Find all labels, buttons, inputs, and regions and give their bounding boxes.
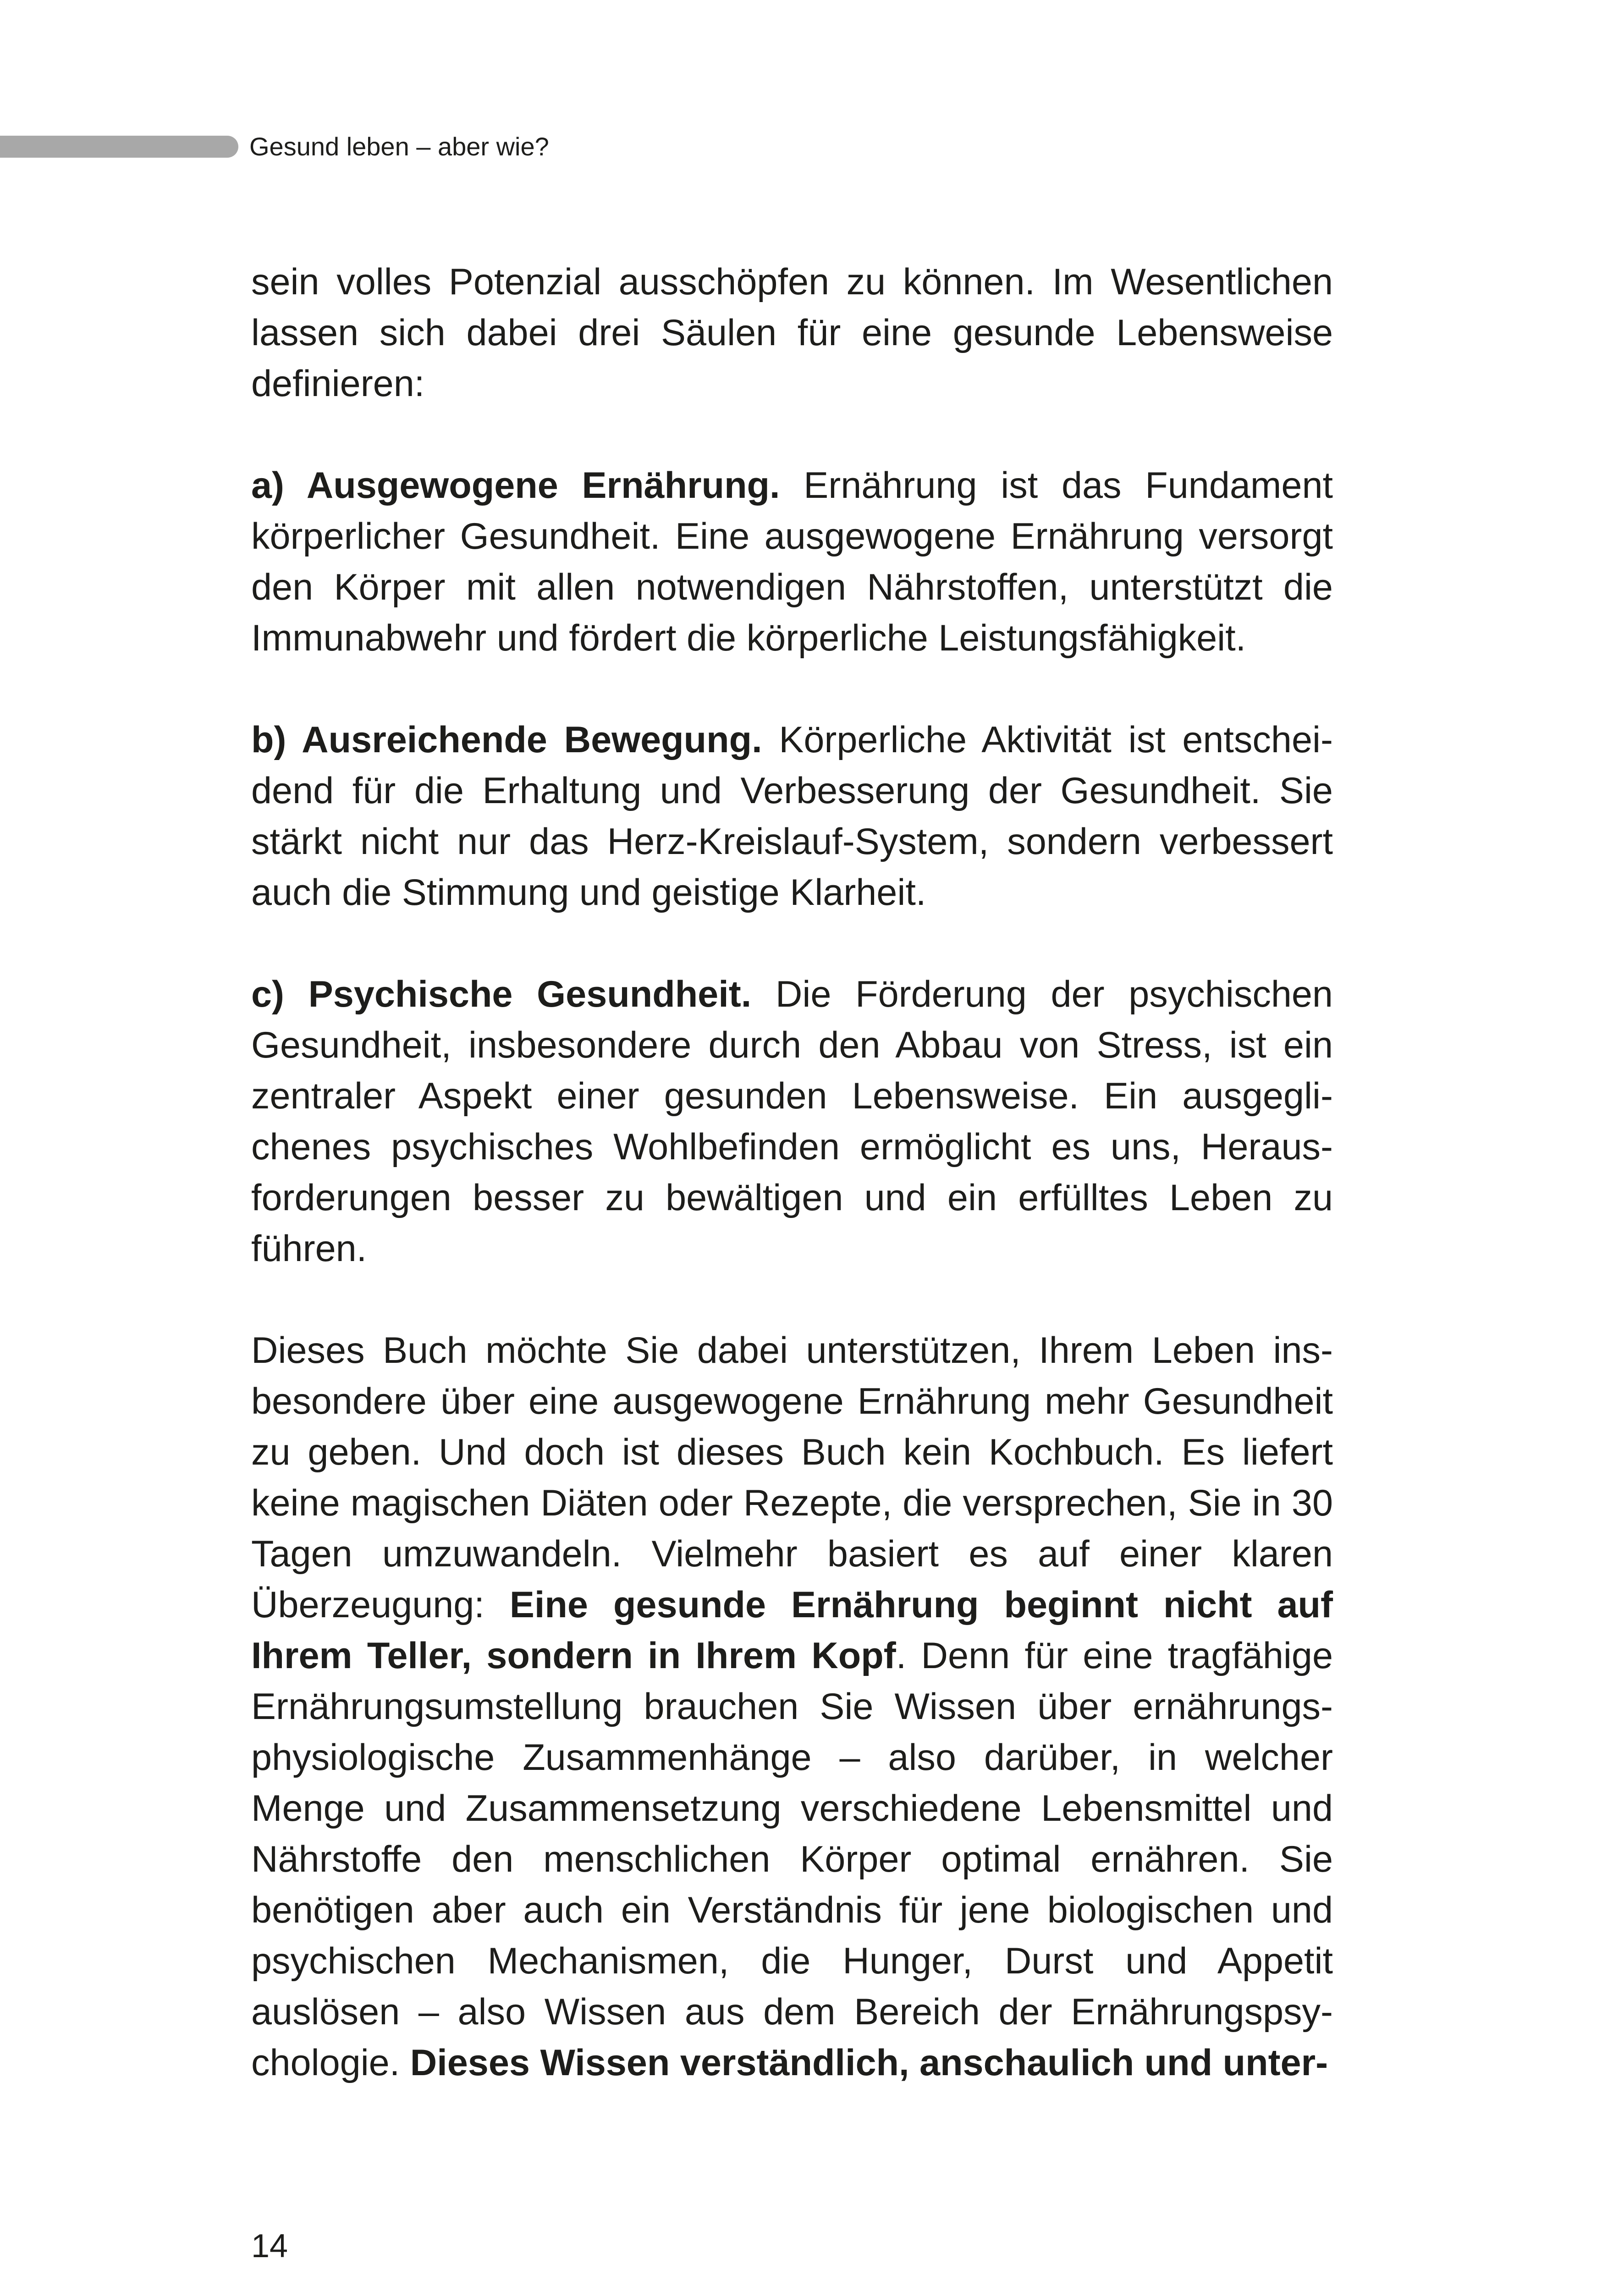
- paragraph-intro: sein volles Potenzial ausschöpfen zu können. Im Wesentlichen lassen sich dabei drei Säulen für eine gesunde Lebensweise definieren:: [251, 261, 1333, 404]
- body-text: [251, 257, 1333, 2088]
- running-header: [0, 133, 549, 160]
- closing-text-1: Dieses Buch möchte Sie dabei unterstützen, Ihrem Leben insbesondere über eine ausgewogene Ernährung mehr Gesundheit zu geben. Und doch ist dieses Buch kein Kochbuch. Es liefert keine magischen Diäten oder Rezepte, die versprechen, Sie in 30 Tagen umzuwandeln. Vielmehr basiert es auf einer klaren Überzeugung:: [251, 1330, 1333, 1625]
- paragraph-c-lead: c) Psychische Gesundheit.: [251, 974, 752, 1015]
- paragraph-c: [251, 969, 1333, 1274]
- paragraph-b: [251, 715, 1333, 918]
- closing-bold-2: Dieses Wissen verständlich, anschaulich und unter-: [410, 2042, 1328, 2083]
- paragraph-a: [251, 460, 1333, 664]
- paragraph-a-lead: a) Ausgewogene Ernährung.: [251, 465, 780, 506]
- paragraph-c-text: Die Förderung der psychischen Gesundheit, insbesondere durch den Abbau von Stress, ist ein zentraler Aspekt einer gesunden Lebensweise. Ein ausgeglichenes psychisches Wohlbefinden ermöglicht es uns, Herausforderungen besser zu bewältigen und ein erfülltes Leben zu führen.: [251, 974, 1333, 1269]
- header-bar: [0, 136, 238, 158]
- paragraph-b-text: Körperliche Aktivität ist entscheidend für die Erhaltung und Verbesserung der Gesundheit. Sie stärkt nicht nur das Herz-Kreislauf-System, sondern verbessert auch die Stimmung und geistige Klarheit.: [251, 719, 1333, 913]
- running-title: Gesund leben – aber wie?: [249, 132, 549, 161]
- paragraph-closing: [251, 1325, 1333, 2088]
- paragraph-a-text: Ernährung ist das Fundament körperlicher Gesundheit. Eine ausgewogene Ernährung versorgt den Körper mit allen notwendigen Nährstoffen, unterstützt die Immunabwehr und fördert die körperliche Leistungsfähigkeit.: [251, 465, 1333, 659]
- page-number: 14: [251, 2228, 288, 2264]
- paragraph-b-lead: b) Ausreichende Bewegung.: [251, 719, 762, 760]
- closing-bold-1: Eine gesunde Ernährung beginnt nicht auf Ihrem Teller, sondern in Ihrem Kopf: [251, 1584, 1333, 1676]
- closing-text-2: . Denn für eine tragfähige Ernährungsumstellung brauchen Sie Wissen über ernährungsphysiologische Zusammenhänge – also darüber, in welcher Menge und Zusammensetzung verschiedene Lebensmittel und Nährstoffe den menschlichen Körper optimal ernähren. Sie benötigen aber auch ein Verständnis für jene biologischen und psychischen Mechanismen, die Hunger, Durst und Appetit auslösen – also Wissen aus dem Bereich der Ernährungspsychologie.: [251, 1635, 1333, 2083]
